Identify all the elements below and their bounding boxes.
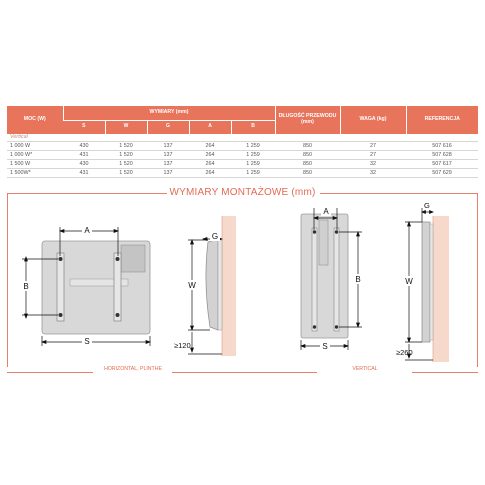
- bracket-left: [57, 253, 64, 321]
- header-moc: MOC (W): [7, 106, 63, 134]
- header-waga: WAGA (kg): [340, 106, 406, 134]
- cell-length: 850: [275, 169, 340, 178]
- spec-table: [7, 106, 478, 178]
- cell-s: 430: [63, 142, 105, 151]
- wall: [222, 216, 236, 356]
- horizontal-side-diagram: [172, 212, 244, 362]
- dim-w-label: W: [188, 281, 196, 290]
- cell-g: 137: [147, 160, 189, 169]
- cell-w: 1 520: [105, 142, 147, 151]
- heater-side-profile-vertical: [422, 222, 430, 342]
- cell-reference: 507 628: [406, 151, 478, 160]
- header-g: G: [147, 120, 189, 134]
- cell-b: 1 259: [231, 160, 275, 169]
- cell-weight: 27: [340, 142, 406, 151]
- dim-b-label-vertical: B: [355, 275, 361, 284]
- cell-g: 137: [147, 169, 189, 178]
- cell-length: 850: [275, 160, 340, 169]
- frame-bottom-3: [412, 372, 478, 373]
- cell-s: 431: [63, 151, 105, 160]
- bracket-right: [114, 253, 121, 321]
- dim-b-label: B: [23, 282, 29, 291]
- control-strip: [319, 220, 328, 265]
- cell-reference: 507 629: [406, 169, 478, 178]
- cell-moc: 1 000 W: [7, 142, 63, 151]
- cell-a: 264: [189, 151, 231, 160]
- cell-length: 850: [275, 151, 340, 160]
- dim-s-label: S: [84, 337, 90, 346]
- header-b: B: [231, 120, 275, 134]
- caption-horizontal: HORIZONTAL, PLINTHE: [104, 366, 162, 372]
- section-label: Vertical: [7, 134, 478, 142]
- mounting-title: WYMIARY MONTAŻOWE (mm): [169, 187, 316, 198]
- header-a: A: [189, 120, 231, 134]
- dim-w-label-vertical: W: [405, 277, 413, 286]
- cell-weight: 32: [340, 160, 406, 169]
- cell-w: 1 520: [105, 151, 147, 160]
- horizontal-front-diagram: [12, 212, 162, 362]
- table-row: [7, 142, 478, 151]
- heater-side-profile: [206, 239, 218, 330]
- vertical-side-diagram: [395, 200, 470, 365]
- min-height-label: ≥120: [174, 341, 191, 350]
- cell-weight: 32: [340, 169, 406, 178]
- wall-bracket: [218, 240, 222, 330]
- frame-top-right: [320, 193, 478, 194]
- header-s: S: [63, 120, 105, 134]
- cell-b: 1 259: [231, 151, 275, 160]
- min-height-label-vertical: ≥260: [396, 348, 413, 357]
- cell-reference: 507 617: [406, 160, 478, 169]
- table-row: [7, 151, 478, 160]
- cell-reference: 507 616: [406, 142, 478, 151]
- dim-a-label: A: [84, 226, 90, 235]
- frame-right: [477, 193, 478, 367]
- cell-b: 1 259: [231, 169, 275, 178]
- vertical-front-diagram: [290, 200, 380, 360]
- frame-bottom-1: [7, 372, 93, 373]
- dim-a-label-vertical: A: [323, 207, 329, 216]
- table-row: [7, 169, 478, 178]
- caption-vertical: VERTICAL: [352, 366, 378, 372]
- cell-b: 1 259: [231, 142, 275, 151]
- frame-top-left: [7, 193, 167, 194]
- cell-g: 137: [147, 142, 189, 151]
- table-row: [7, 160, 478, 169]
- cell-moc: 1 500W*: [7, 169, 63, 178]
- bracket-left: [312, 228, 317, 331]
- cell-a: 264: [189, 169, 231, 178]
- header-w: W: [105, 120, 147, 134]
- cell-a: 264: [189, 142, 231, 151]
- header-dlugosc: DŁUGOŚĆ PRZEWODU (mm): [275, 106, 340, 134]
- cell-moc: 1 000 W*: [7, 151, 63, 160]
- bracket-right: [334, 228, 339, 331]
- cell-s: 431: [63, 169, 105, 178]
- frame-bottom-2: [172, 372, 317, 373]
- cell-moc: 1 500 W: [7, 160, 63, 169]
- cell-s: 430: [63, 160, 105, 169]
- cell-weight: 27: [340, 151, 406, 160]
- cell-a: 264: [189, 160, 231, 169]
- cell-g: 137: [147, 151, 189, 160]
- frame-left: [7, 193, 8, 367]
- dim-g-label-vertical: G: [424, 201, 430, 210]
- header-wymiary: WYMIARY (mm): [63, 106, 275, 120]
- cell-w: 1 520: [105, 169, 147, 178]
- wall-bracket-vertical: [430, 224, 433, 340]
- cell-w: 1 520: [105, 160, 147, 169]
- cell-length: 850: [275, 142, 340, 151]
- dim-g-label: G: [211, 232, 219, 241]
- wall-vertical: [433, 216, 449, 362]
- dim-s-label-vertical: S: [322, 342, 328, 351]
- header-referencja: REFERENCJA: [406, 106, 478, 134]
- thermostat-box: [121, 245, 145, 272]
